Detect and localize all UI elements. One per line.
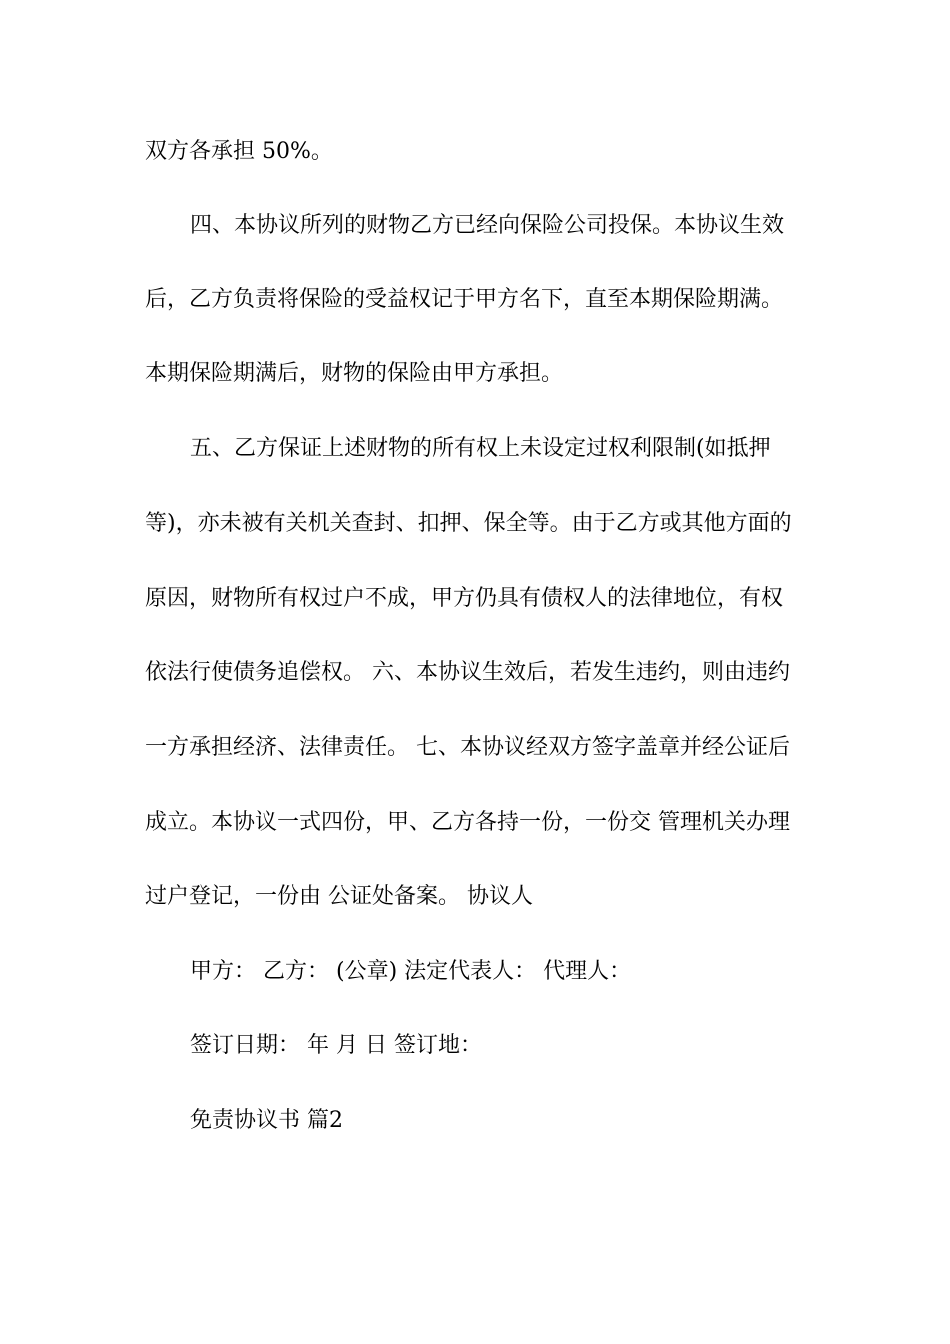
signing-date-line: 签订日期： 年 月 日 签订地：	[190, 1033, 482, 1058]
text-line: 本期保险期满后，财物的保险由甲方承担。	[145, 361, 564, 386]
text-line: 一方承担经济、法律责任。 七、本协议经双方签字盖章并经公证后	[145, 735, 790, 760]
text-line: 原因，财物所有权过户不成，甲方仍具有债权人的法律地位，有权	[145, 586, 784, 611]
clause-five-line-1: 五、乙方保证上述财物的所有权上未设定过权利限制(如抵押	[190, 436, 771, 461]
text-line: 成立。本协议一式四份，甲、乙方各持一份，一份交 管理机关办理	[145, 810, 790, 835]
clause-four-line-1: 四、本协议所列的财物乙方已经向保险公司投保。本协议生效	[190, 213, 785, 238]
text-line: 依法行使债务追偿权。 六、本协议生效后，若发生违约，则由违约	[145, 660, 790, 685]
section-heading: 免责协议书 篇2	[190, 1108, 343, 1133]
text-line: 双方各承担 50%。	[145, 139, 333, 164]
text-line: 等)，亦未被有关机关查封、扣押、保全等。由于乙方或其他方面的	[145, 511, 792, 536]
signature-parties-line: 甲方： 乙方： (公章) 法定代表人： 代理人：	[190, 959, 632, 984]
text-line: 过户登记，一份由 公证处备案。 协议人	[145, 884, 533, 909]
text-line: 后，乙方负责将保险的受益权记于甲方名下，直至本期保险期满。	[145, 287, 784, 312]
